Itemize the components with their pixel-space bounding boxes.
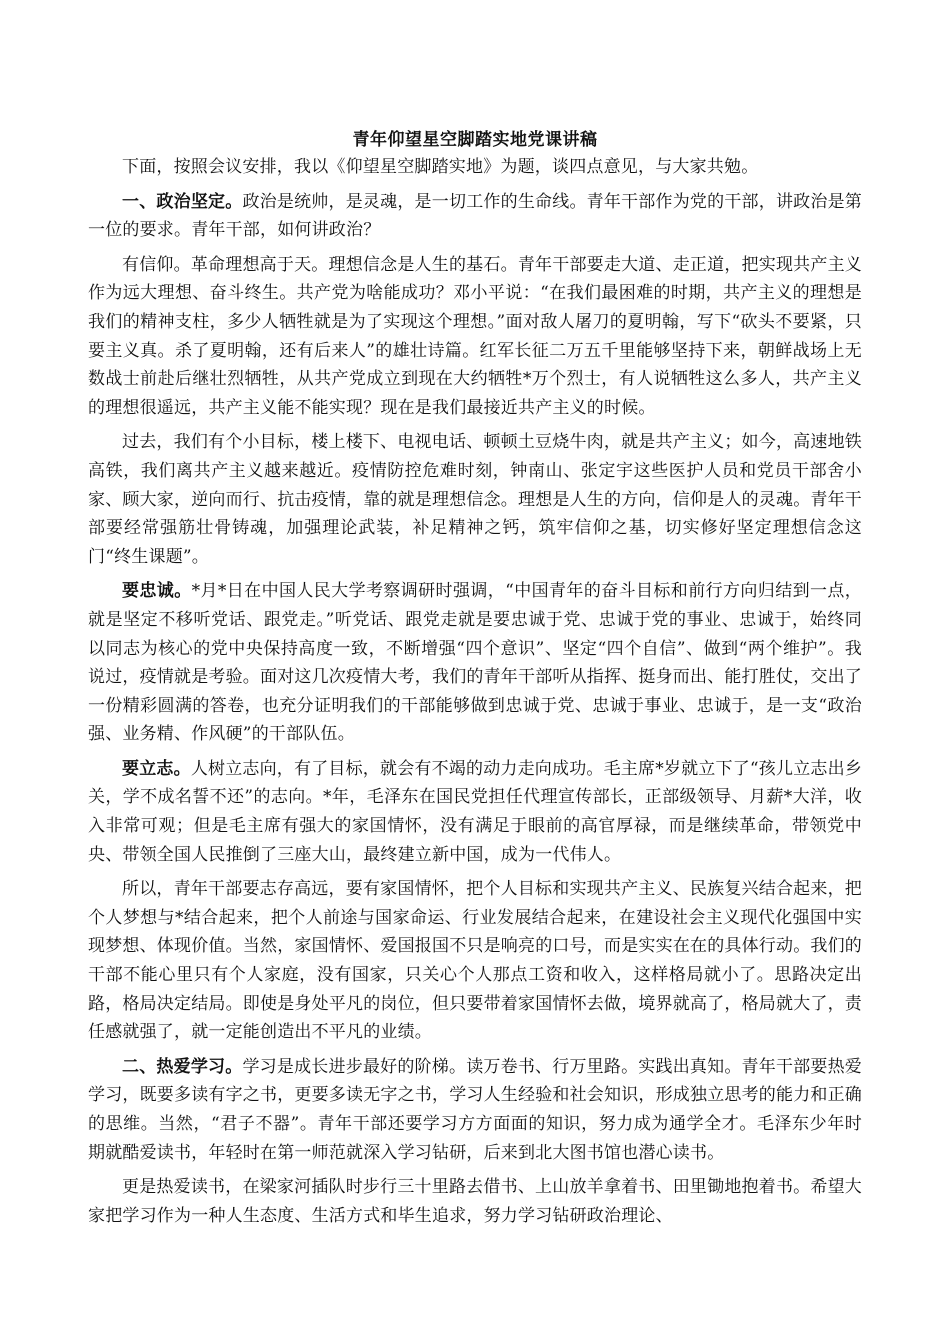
paragraph-loyalty [88, 577, 862, 749]
paragraph-text: 更是热爱读书，在梁家河插队时步行三十里路去借书、上山放羊拿着书、田里锄地抱着书。希望大家把学习作为一种人生态度、生活方式和毕生追求，努力学习钻研政治理论、 [88, 1177, 862, 1226]
paragraph-text: 过去，我们有个小目标，楼上楼下、电视电话、顿顿土豆烧牛肉，就是共产主义；如今，高速地铁高铁，我们离共产主义越来越近。疫情防控危难时刻，钟南山、张定宇这些医护人员和党员干部舍小家、顾大家，逆向而行、抗击疫情，靠的就是理想信念。理想是人生的方向，信仰是人的灵魂。青年干部要经常强筋壮骨铸魂，加强理论武装，补足精神之钙，筑牢信仰之基，切实修好坚定理想信念这门“终生课题”。 [88, 432, 862, 567]
document-title: 青年仰望星空脚踏实地党课讲稿 [352, 130, 598, 150]
document-body [88, 127, 862, 1236]
section-heading: 二、热爱学习。 [122, 1056, 243, 1077]
paragraph-past [88, 428, 862, 571]
paragraph-text: 人树立志向，有了目标，就会有不竭的动力走向成功。毛主席*岁就立下了“孩儿立志出乡关，学不成名誓不还”的志向。*年，毛泽东在国民党担任代理宣传部长，正部级领导、月薪*大洋，收入非常可观；但是毛主席有强大的家国情怀，没有满足于眼前的高官厚禄，而是继续革命，带领党中央、带领全国人民推倒了三座大山，最终建立新中国，成为一代伟人。 [88, 758, 863, 865]
paragraph-intro [88, 153, 862, 182]
paragraph-faith [88, 251, 862, 423]
paragraph-text: 政治是统帅，是灵魂，是一切工作的生命线。青年干部作为党的干部，讲政治是第一位的要求。青年干部，如何讲政治？ [88, 191, 862, 241]
paragraph-therefore [88, 875, 862, 1047]
paragraph-reading [88, 1173, 862, 1230]
paragraph-text: 学习是成长进步最好的阶梯。读万卷书、行万里路。实践出真知。青年干部要热爱学习，既要多读有字之书，更要多读无字之书，学习人生经验和社会知识，形成独立思考的能力和正确的思维。当然，“君子不器”。青年干部还要学习方方面面的知识，努力成为通学全才。毛泽东少年时期就酷爱读书，年轻时在第一师范就深入学习钻研，后来到北大图书馆也潜心读书。 [88, 1056, 862, 1163]
paragraph-text: *月*日在中国人民大学考察调研时强调，“中国青年的奋斗目标和前行方向归结到一点，就是坚定不移听党话、跟党走。”听党话、跟党走就是要忠诚于党、忠诚于党的事业、忠诚于，始终同以同志为核心的党中央保持高度一致，不断增强“四个意识”、坚定“四个自信”、做到“两个维护”。我说过，疫情就是考验。面对这几次疫情大考，我们的青年干部听从指挥、挺身而出、能打胜仗，交出了一份精彩圆满的答卷，也充分证明我们的干部能够做到忠诚于党、忠诚于事业、忠诚于，是一支“政治强、业务精、作风硬”的干部队伍。 [88, 581, 862, 745]
paragraph-ambition [88, 755, 862, 869]
paragraph-section-1 [88, 188, 862, 245]
paragraph-text: 有信仰。革命理想高于天。理想信念是人生的基石。青年干部要走大道、走正道，把实现共产主义作为远大理想、奋斗终生。共产党为啥能成功？邓小平说：“在我们最困难的时期，共产主义的理想是我们的精神支柱，多少人牺牲就是为了实现这个理想。”面对敌人屠刀的夏明翰，写下“砍头不要紧，只要主义真。杀了夏明翰，还有后来人”的雄壮诗篇。红军长征二万五千里能够坚持下来，朝鲜战场上无数战士前赴后继壮烈牺牲，从共产党成立到现在大约牺牲*万个烈士，有人说牺牲这么多人，共产主义的理想很遥远，共产主义能不能实现？现在是我们最接近共产主义的时候。 [88, 254, 862, 418]
subsection-heading: 要立志。 [122, 758, 191, 779]
paragraph-text: 下面，按照会议安排，我以《仰望星空脚踏实地》为题，谈四点意见，与大家共勉。 [122, 157, 759, 177]
paragraph-section-2 [88, 1053, 862, 1167]
section-heading: 一、政治坚定。 [122, 191, 243, 212]
paragraph-text: 所以，青年干部要志存高远，要有家国情怀，把个人目标和实现共产主义、民族复兴结合起来，把个人梦想与*结合起来，把个人前途与国家命运、行业发展结合起来，在建设社会主义现代化强国中实现梦想、体现价值。当然，家国情怀、爱国报国不只是响亮的口号，而是实实在在的具体行动。我们的干部不能心里只有个人家庭，没有国家，只关心个人那点工资和收入，这样格局就小了。思路决定出路，格局决定结局。即使是身处平凡的岗位，但只要带着家国情怀去做，境界就高了，格局就大了，责任感就强了，就一定能创造出不平凡的业绩。 [88, 879, 862, 1043]
subsection-heading: 要忠诚。 [122, 581, 192, 602]
